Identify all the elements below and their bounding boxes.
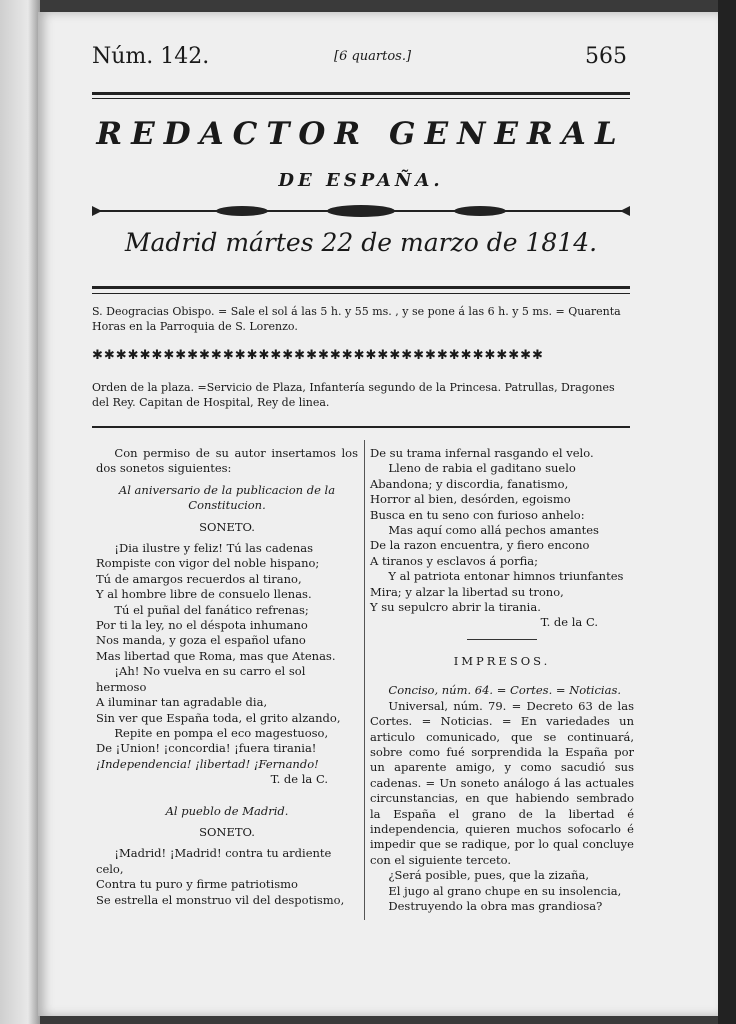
- top-rule-thick: [92, 92, 630, 95]
- signature-1: T. de la C.: [270, 772, 328, 787]
- verse-line: Abandona; y discordia, fanatismo,: [370, 476, 569, 491]
- soneto1-verses: [96, 541, 358, 772]
- ornamental-rule-icon: [92, 200, 630, 222]
- right-column: [370, 446, 634, 914]
- verse-line: Busca en tu seno con furioso anhelo:: [370, 507, 585, 522]
- verse-line: Y su sepulcro abrir la tirania.: [370, 600, 541, 615]
- verse-line: A iluminar tan agradable dia,: [96, 695, 268, 710]
- verse-line: ¡Ah! No vuelva en su carro el sol hermoso: [96, 664, 306, 694]
- verse-line: De su trama infernal rasgando el velo.: [370, 446, 594, 460]
- verse-line: Mas aquí como allá pechos amantes: [388, 523, 599, 538]
- verse-line: Sin ver que España toda, el grito alzando,: [96, 710, 341, 725]
- soneto2-title: SONETO.: [199, 824, 255, 839]
- column-divider: [364, 440, 365, 920]
- verse-line: Tú el puñal del fanático refrenas;: [114, 602, 309, 617]
- soneto2-verses: [96, 846, 358, 908]
- verse-line: Y al hombre libre de consuelo llenas.: [96, 587, 312, 602]
- verse-line: ¡Dia ilustre y feliz! Tú las cadenas: [114, 541, 314, 556]
- verse-line: Y al patriota entonar himnos triunfantes: [388, 569, 624, 584]
- verse-line: De ¡Union! ¡concordia! ¡fuera tirania!: [96, 741, 317, 756]
- impresos-conciso: Conciso, núm. 64. = Cortes. = Noticias.: [388, 683, 622, 698]
- date-rule-thin: [92, 293, 630, 294]
- verse-line: Destruyendo la obra mas grandiosa?: [388, 898, 603, 913]
- left-column: [96, 446, 358, 908]
- section-rule: [92, 426, 630, 428]
- issue-number: Núm. 142.: [92, 44, 210, 69]
- date-rule-thick: [92, 286, 630, 289]
- verse-line: Mira; y alzar la libertad su trono,: [370, 584, 564, 599]
- verse-line: Por ti la ley, no el déspota inhumano: [96, 618, 308, 633]
- orden-de-la-plaza: Orden de la plaza. =Servicio de Plaza, Infantería segundo de la Princesa. Patrullas, Dragones del Rey. Capitan de Hospital, Rey de linea.: [92, 381, 615, 409]
- verse-line: ¡Madrid! ¡Madrid! contra tu ardiente celo,: [96, 846, 332, 876]
- signature-2: T. de la C.: [540, 615, 598, 630]
- star-divider: ✱✱✱✱✱✱✱✱✱✱✱✱✱✱✱✱✱✱✱✱✱✱✱✱✱✱✱✱✱✱✱✱✱✱✱✱✱✱: [92, 348, 544, 363]
- soneto1-title: SONETO.: [199, 519, 255, 534]
- soneto2-continued: [370, 446, 634, 615]
- impresos-heading: IMPRESOS.: [453, 653, 551, 668]
- dedication-constitution: Al aniversario de la publicacion de la Constitucion.: [118, 482, 336, 513]
- verse-line: De la razon encuentra, y fiero encono: [370, 538, 590, 553]
- verse-line: ¡Independencia! ¡libertad! ¡Fernando!: [96, 756, 319, 771]
- verse-line: Mas libertad que Roma, mas que Atenas.: [96, 648, 336, 663]
- masthead-subtitle: DE ESPAÑA.: [278, 170, 444, 191]
- dedication-madrid: Al pueblo de Madrid.: [165, 803, 289, 818]
- verse-line: Tú de amargos recuerdos al tirano,: [96, 571, 302, 586]
- page-number: 565: [585, 44, 627, 69]
- verse-line: Nos manda, y goza el español ufano: [96, 633, 306, 648]
- verse-line: Repite en pompa el eco magestuoso,: [114, 725, 329, 740]
- verse-line: Se estrella el monstruo vil del despotismo,: [96, 892, 345, 907]
- short-divider: [467, 639, 537, 640]
- daily-notice: S. Deogracias Obispo. = Sale el sol á las 5 h. y 55 ms. , y se pone á las 6 h. y 5 ms. = Quarenta Horas en la Parroquia de S. Lorenzo.: [92, 305, 621, 333]
- right-margin-shadow: [718, 0, 736, 1024]
- verse-line: Contra tu puro y firme patriotismo: [96, 877, 298, 892]
- verse-line: El jugo al grano chupe en su insolencia,: [388, 883, 622, 898]
- verse-line: ¿Será posible, pues, que la zizaña,: [388, 868, 590, 883]
- top-rule-thin: [92, 98, 630, 99]
- issue-price: [6 quartos.]: [334, 49, 412, 64]
- verse-line: Rompiste con vigor del noble hispano;: [96, 556, 320, 571]
- terceto-verses: [370, 868, 634, 914]
- left-page-edge: [0, 0, 40, 1024]
- masthead-title: REDACTOR GENERAL: [96, 116, 626, 152]
- verse-line: Lleno de rabia el gaditano suelo: [388, 461, 576, 476]
- dateline: Madrid mártes 22 de marzo de 1814.: [124, 228, 598, 257]
- verse-line: A tiranos y esclavos á porfia;: [370, 553, 539, 568]
- verse-line: Horror al bien, desórden, egoismo: [370, 492, 571, 507]
- impresos-universal: Universal, núm. 79. = Decreto 63 de las Cortes. = Noticias. = En variedades un articulo comunicado, que se continuará, sobre como fué sorprendida la España por un aparente amigo, y como sacudió sus cadenas. = Un soneto análogo á las actuales circunstancias, en que habiendo sembrado la España el grano de la libertad é independencia, quieren muchos sofocarlo é impedir que se radique, por lo qual concluye con el siguiente terceto.: [370, 698, 634, 867]
- intro-text: Con permiso de su autor insertamos los dos sonetos siguientes:: [96, 446, 358, 476]
